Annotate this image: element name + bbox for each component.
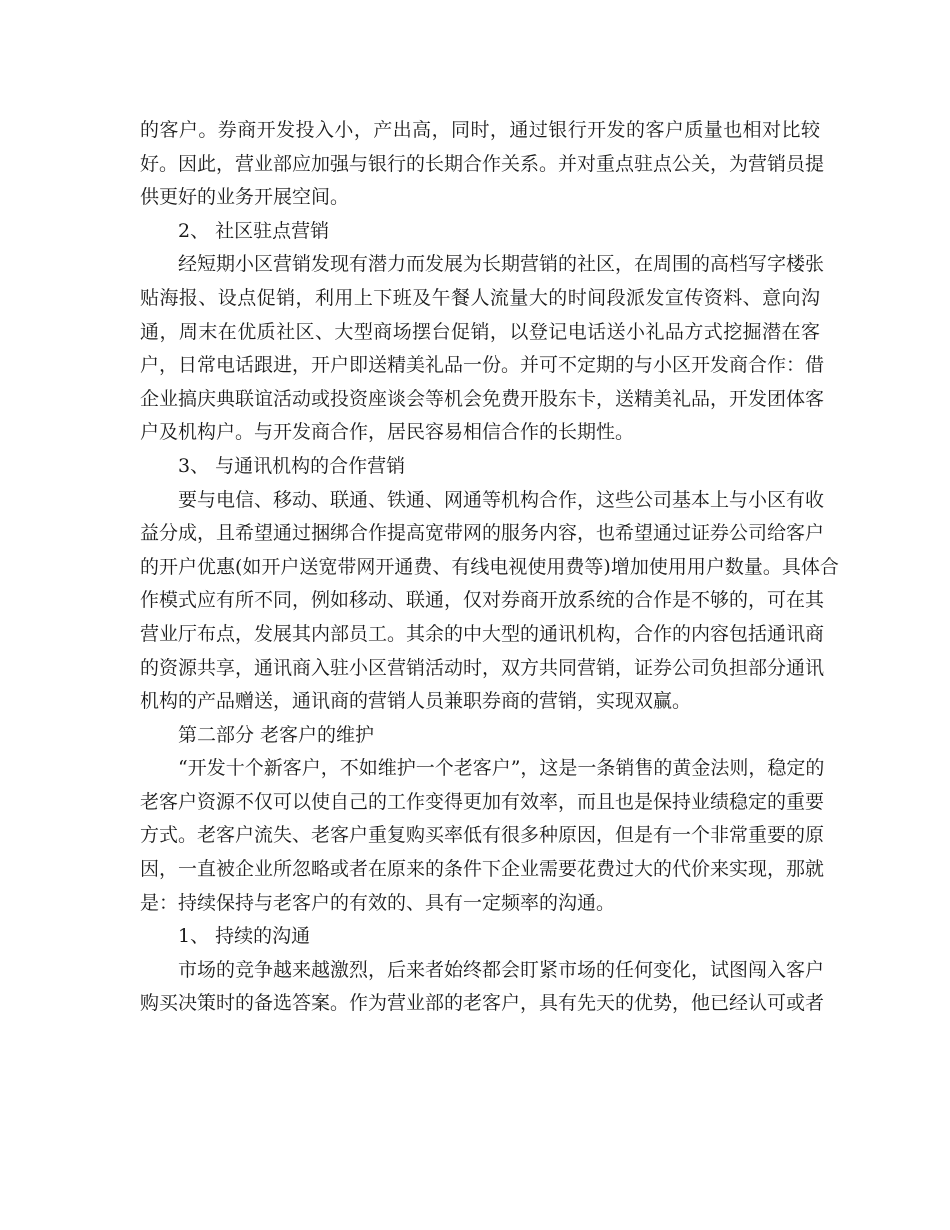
text-line: 作模式应有所不同，例如移动、联通，仅对券商开放系统的合作是不够的，可在其 xyxy=(140,589,825,612)
text-line: 市场的竞争越来越激烈，后来者始终都会盯紧市场的任何变化，试图闯入客户 xyxy=(178,958,825,981)
text-line: 的开户优惠(如开户送宽带网开通费、有线电视使用费等)增加使用用户数量。具体合 xyxy=(140,555,839,578)
text-line: 通，周末在优质社区、大型商场摆台促销，以登记电话送小礼品方式挖掘潜在客 xyxy=(140,320,820,343)
text-line: 贴海报、设点促销，利用上下班及午餐人流量大的时间段派发宣传资料、意向沟 xyxy=(140,286,820,309)
text-line: 好。因此，营业部应加强与银行的长期合作关系。并对重点驻点公关，为营销员提 xyxy=(140,152,825,175)
section-heading: 2、 社区驻点营销 xyxy=(178,219,330,242)
text-line: 经短期小区营销发现有潜力而发展为长期营销的社区，在周围的高档写字楼张 xyxy=(178,253,825,276)
text-line: 因，一直被企业所忽略或者在原来的条件下企业需要花费过大的代价来实现，那就 xyxy=(140,858,825,881)
text-line: 营业厅布点，发展其内部员工。其余的中大型的通讯机构，合作的内容包括通讯商 xyxy=(140,622,825,645)
section-heading: 3、 与通讯机构的合作营销 xyxy=(178,454,406,477)
text-line: 要与电信、移动、联通、铁通、网通等机构合作，这些公司基本上与小区有收 xyxy=(178,488,825,511)
text-line: 购买决策时的备选答案。作为营业部的老客户，具有先天的优势，他已经认可或者 xyxy=(140,992,825,1015)
text-line: 益分成，且希望通过捆绑合作提高宽带网的服务内容，也希望通过证券公司给客户 xyxy=(140,522,825,545)
text-line: 户，日常电话跟进，开户即送精美礼品一份。并可不定期的与小区开发商合作：借 xyxy=(140,354,825,377)
document-body xyxy=(140,114,839,1021)
text-line: 方式。老客户流失、老客户重复购买率低有很多种原因，但是有一个非常重要的原 xyxy=(140,824,825,847)
part-heading: 第二部分 老客户的维护 xyxy=(178,723,375,746)
section-heading: 1、 持续的沟通 xyxy=(178,925,311,948)
text-line: 户及机构户。与开发商合作，居民容易相信合作的长期性。 xyxy=(140,421,635,444)
text-line: 的资源共享，通讯商入驻小区营销活动时，双方共同营销，证券公司负担部分通讯 xyxy=(140,656,825,679)
text-line: 老客户资源不仅可以使自己的工作变得更加有效率，而且也是保持业绩稳定的重要 xyxy=(140,790,825,813)
text-line: “开发十个新客户，不如维护一个老客户”，这是一条销售的黄金法则，稳定的 xyxy=(178,757,825,780)
text-line: 企业搞庆典联谊活动或投资座谈会等机会免费开股东卡，送精美礼品，开发团体客 xyxy=(140,387,825,410)
text-line: 是：持续保持与老客户的有效的、具有一定频率的沟通。 xyxy=(140,891,616,914)
text-line: 的客户。券商开发投入小，产出高，同时，通过银行开发的客户质量也相对比较 xyxy=(140,119,820,141)
text-line: 供更好的业务开展空间。 xyxy=(140,186,350,209)
text-line: 机构的产品赠送，通讯商的营销人员兼职券商的营销，实现双赢。 xyxy=(140,690,692,713)
